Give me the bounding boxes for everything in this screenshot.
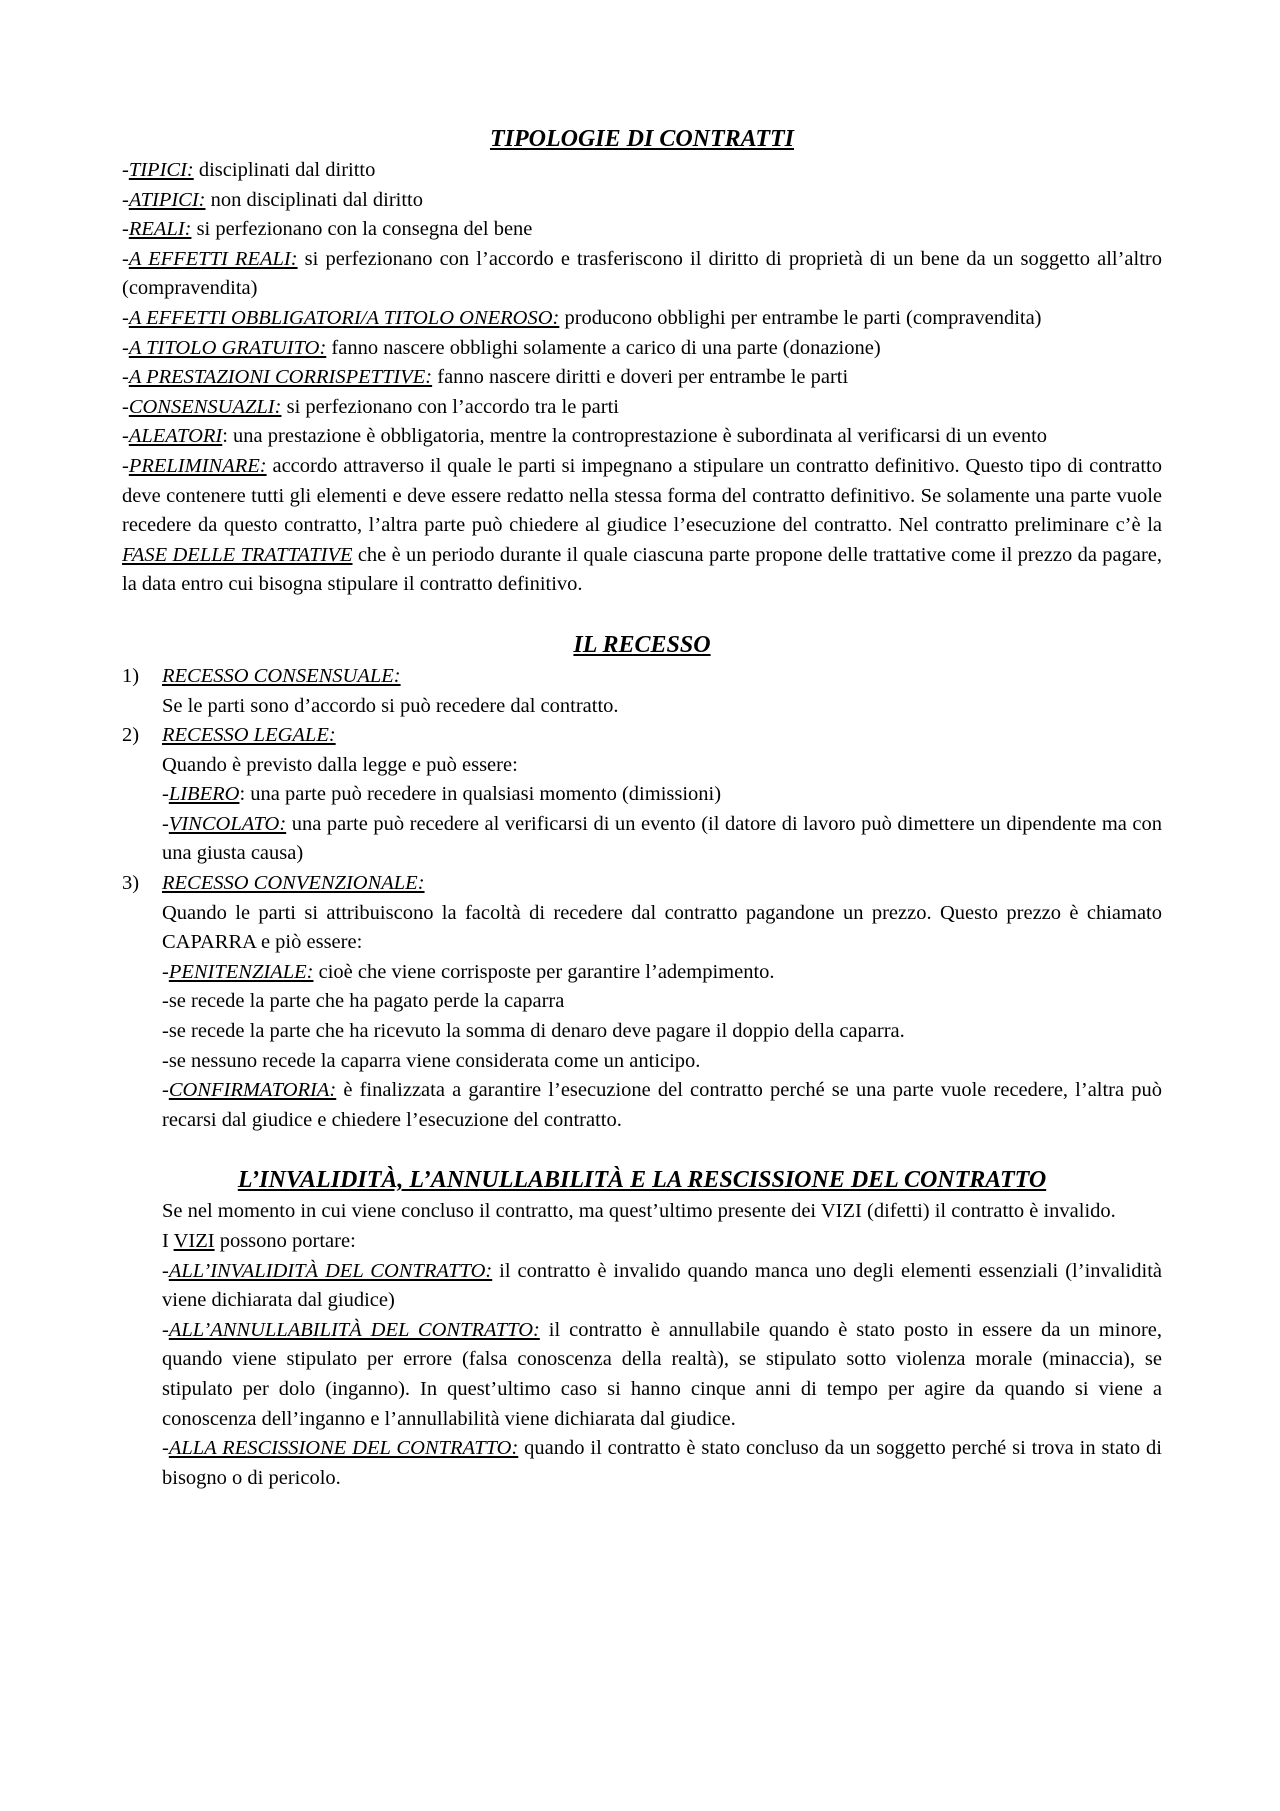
section-title-recesso: IL RECESSO	[573, 631, 711, 658]
list-item: -VINCOLATO: una parte può recedere al verificarsi di un evento (il datore di lavoro può dimettere un dipendente ma con una giusta causa)	[162, 812, 1162, 865]
spacer	[122, 600, 1162, 628]
paragraph: Quando è previsto dalla legge e può essere:	[162, 753, 518, 776]
list-item: -ALLA RESCISSIONE DEL CONTRATTO: quando il contratto è stato concluso da un soggetto perché si trova in stato di bisogno o di pericolo.	[162, 1437, 1162, 1489]
list-item: -REALI: si perfezionano con la consegna del bene	[122, 218, 533, 241]
numbered-item-3: 3) RECESSO CONVENZIONALE:	[122, 872, 425, 895]
list-item: -LIBERO: una parte può recedere in qualsiasi momento (dimissioni)	[162, 783, 722, 806]
list-item: -PENITENZIALE: cioè che viene corrisposte per garantire l’adempimento.	[162, 960, 775, 983]
list-item: -ALL’INVALIDITÀ DEL CONTRATTO: il contratto è invalido quando manca uno degli elementi essenziali (l’invalidità viene dichiarata dal giudice)	[162, 1259, 1162, 1312]
paragraph: Se nel momento in cui viene concluso il contratto, ma quest’ultimo presente dei VIZI (difetti) il contratto è invalido.	[162, 1200, 1116, 1223]
section-title-invalidita: L’INVALIDITÀ, L’ANNULLABILITÀ E LA RESCISSIONE DEL CONTRATTO	[237, 1167, 1047, 1194]
list-item: -se recede la parte che ha ricevuto la somma di denaro deve pagare il doppio della caparra.	[162, 1020, 905, 1043]
document-body	[122, 122, 1162, 1493]
section-body	[162, 1197, 1162, 1493]
numbered-item-1: 1) RECESSO CONSENSUALE:	[122, 664, 401, 687]
section-title-tipologie: TIPOLOGIE DI CONTRATTI	[489, 126, 795, 152]
list-item-preliminare: -PRELIMINARE: accordo attraverso il quale le parti si impegnano a stipulare un contratto definitivo. Questo tipo di contratto deve contenere tutti gli elementi e deve essere redatto nella stessa forma del contratto definitivo. Se solamente una parte vuole recedere da questo contratto, l’altra parte può chiedere al giudice l’esecuzione del contratto. Nel contratto preliminare c’è la FASE DELLE TRATTATIVE che è un periodo durante il quale ciascuna parte propone delle trattative come il prezzo da pagare, la data entro cui bisogna stipulare il contratto definitivo.	[122, 454, 1162, 596]
list-item: -se nessuno recede la caparra viene considerata come un anticipo.	[162, 1049, 701, 1072]
paragraph: I VIZI possono portare:	[162, 1230, 356, 1252]
numbered-item-2: 2) RECESSO LEGALE:	[122, 724, 336, 747]
list-item: -A EFFETTI OBBLIGATORI/A TITOLO ONEROSO: producono obblighi per entrambe le parti (compravendita)	[122, 306, 1042, 329]
list-item: -se recede la parte che ha pagato perde la caparra	[162, 990, 565, 1013]
paragraph: Se le parti sono d’accordo si può recedere dal contratto.	[162, 694, 619, 717]
list-item: -A TITOLO GRATUITO: fanno nascere obblighi solamente a carico di una parte (donazione)	[122, 336, 881, 359]
list-item: -A PRESTAZIONI CORRISPETTIVE: fanno nascere diritti e doveri per entrambe le parti	[122, 366, 849, 389]
list-item: -ATIPICI: non disciplinati dal diritto	[122, 188, 424, 211]
list-item: -ALL’ANNULLABILITÀ DEL CONTRATTO: il contratto è annullabile quando è stato posto in essere da un minore, quando viene stipulato per errore (falsa conoscenza della realtà), se stipulato sotto violenza morale (minaccia), se stipulato per dolo (inganno). In quest’ultimo caso si hanno cinque anni di tempo per agire da quando si viene a conoscenza dell’inganno e l’annullabilità viene dichiarata dal giudice.	[162, 1318, 1162, 1430]
paragraph: Quando le parti si attribuiscono la facoltà di recedere dal contratto pagandone un prezzo. Questo prezzo è chiamato CAPARRA e piò essere:	[162, 901, 1162, 954]
list-item: -ALEATORI: una prestazione è obbligatoria, mentre la controprestazione è subordinata al verificarsi di un evento	[122, 425, 1048, 448]
list-item: -A EFFETTI REALI: si perfezionano con l’accordo e trasferiscono il diritto di proprietà di un bene da un soggetto all’altro (compravendita)	[122, 247, 1162, 300]
list-item: -CONFIRMATORIA: è finalizzata a garantire l’esecuzione del contratto perché se una parte vuole recedere, l’altra può recarsi dal giudice e chiedere l’esecuzione del contratto.	[162, 1079, 1162, 1131]
list-item: -CONSENSUAZLI: si perfezionano con l’accordo tra le parti	[122, 395, 619, 418]
spacer	[122, 1135, 1162, 1163]
list-item: -TIPICI: disciplinati dal diritto	[122, 159, 376, 181]
